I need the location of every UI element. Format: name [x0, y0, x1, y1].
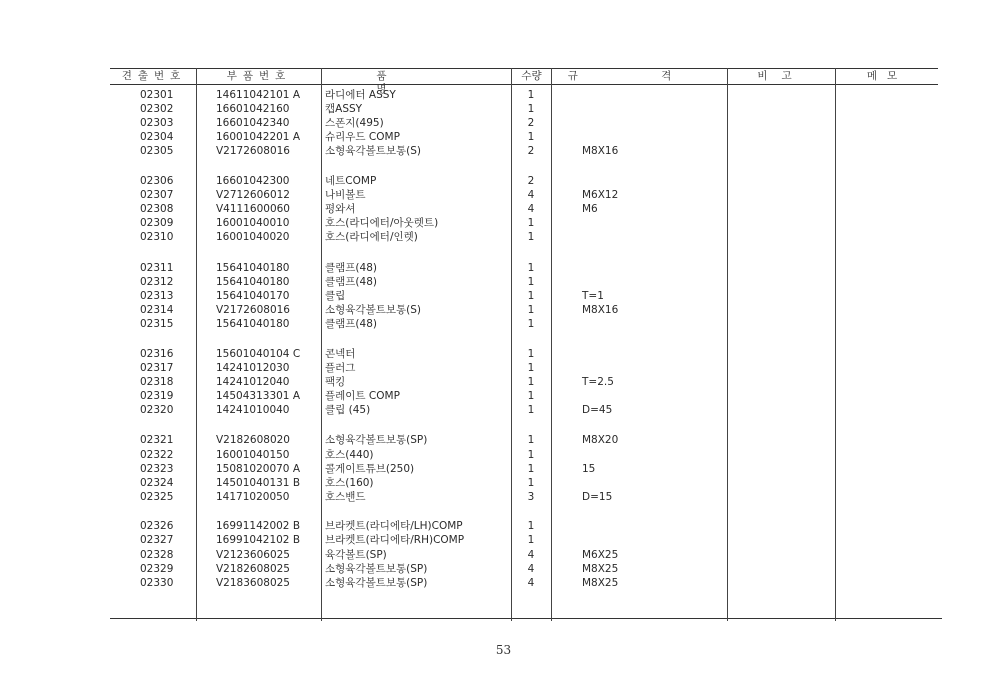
quantity-cell: 1 — [527, 534, 535, 546]
part-number-cell: 14504313301 A — [216, 390, 301, 402]
quantity-cell: 4 — [527, 577, 535, 589]
part-name-cell: 나비볼트 — [325, 189, 366, 201]
part-number-cell: 14241012040 — [216, 376, 290, 388]
part-number-cell: V4111600060 — [216, 203, 290, 215]
table-row — [0, 216, 1007, 230]
part-number-cell: 15641040170 — [216, 290, 290, 302]
quantity-cell: 1 — [527, 477, 535, 489]
quantity-cell: 1 — [527, 304, 535, 316]
specification-cell: M6 — [582, 203, 598, 215]
part-name-cell: 플레이트 COMP — [325, 390, 400, 402]
part-number-cell: 16601042300 — [216, 175, 290, 187]
part-name-cell: 호스(440) — [325, 449, 374, 461]
quantity-cell: 4 — [527, 189, 535, 201]
index-number-cell: 02320 — [140, 404, 174, 416]
part-name-cell: 네트COMP — [325, 175, 377, 187]
table-top-rule — [110, 68, 938, 69]
part-number-cell: V2712606012 — [216, 189, 290, 201]
part-name-cell: 소형육각볼트보통(SP) — [325, 434, 428, 446]
quantity-cell: 1 — [527, 290, 535, 302]
table-row — [0, 174, 1007, 188]
part-name-cell: 클립 — [325, 290, 346, 302]
index-number-cell: 02307 — [140, 189, 174, 201]
part-name-cell: 호스(라디에터/인렛) — [325, 231, 418, 243]
part-name-cell: 소형육각볼트보통(SP) — [325, 577, 428, 589]
part-number-cell: 16601042340 — [216, 117, 290, 129]
header-bottom-rule — [110, 84, 938, 85]
quantity-cell: 1 — [527, 463, 535, 475]
index-number-cell: 02309 — [140, 217, 174, 229]
table-row — [0, 130, 1007, 144]
index-number-cell: 02315 — [140, 318, 174, 330]
part-name-cell: 브라켓트(라디에타/RH)COMP — [325, 534, 465, 546]
table-row — [0, 347, 1007, 361]
index-number-cell: 02327 — [140, 534, 174, 546]
table-row — [0, 375, 1007, 389]
quantity-cell: 1 — [527, 404, 535, 416]
table-row — [0, 533, 1007, 547]
part-number-cell: 16601042160 — [216, 103, 290, 115]
index-number-cell: 02322 — [140, 449, 174, 461]
part-number-cell: 16001042201 A — [216, 131, 301, 143]
table-row — [0, 476, 1007, 490]
header-remarks: 비고 — [757, 70, 806, 82]
page-number: 53 — [495, 643, 512, 657]
part-number-cell: V2172608016 — [216, 145, 290, 157]
index-number-cell: 02325 — [140, 491, 174, 503]
table-row — [0, 230, 1007, 244]
part-name-cell: 브라켓트(라디에타/LH)COMP — [325, 520, 463, 532]
quantity-cell: 1 — [527, 376, 535, 388]
table-row — [0, 462, 1007, 476]
part-number-cell: 14241012030 — [216, 362, 290, 374]
table-row — [0, 188, 1007, 202]
quantity-cell: 1 — [527, 390, 535, 402]
index-number-cell: 02301 — [140, 89, 174, 101]
table-row — [0, 548, 1007, 562]
part-name-cell: 소형육각볼트보통(SP) — [325, 563, 428, 575]
part-number-cell: 15641040180 — [216, 262, 290, 274]
quantity-cell: 1 — [527, 217, 535, 229]
part-name-cell: 클램프(48) — [325, 262, 377, 274]
table-row — [0, 361, 1007, 375]
part-name-cell: 육각볼트(SP) — [325, 549, 387, 561]
table-row — [0, 448, 1007, 462]
part-number-cell: 14501040131 B — [216, 477, 301, 489]
part-number-cell: 14241010040 — [216, 404, 290, 416]
specification-cell: M8X16 — [582, 145, 619, 157]
specification-cell: M6X12 — [582, 189, 619, 201]
part-number-cell: V2182608020 — [216, 434, 290, 446]
table-row — [0, 433, 1007, 447]
part-name-cell: 호스(라디에터/아웃렛트) — [325, 217, 439, 229]
header-index-number: 견출번호 — [121, 70, 187, 82]
index-number-cell: 02306 — [140, 175, 174, 187]
quantity-cell: 2 — [527, 117, 535, 129]
part-name-cell: 평와셔 — [325, 203, 356, 215]
specification-cell: M6X25 — [582, 549, 619, 561]
quantity-cell: 1 — [527, 231, 535, 243]
quantity-cell: 1 — [527, 362, 535, 374]
index-number-cell: 02316 — [140, 348, 174, 360]
table-row — [0, 116, 1007, 130]
header-quantity: 수량 — [521, 70, 542, 82]
index-number-cell: 02302 — [140, 103, 174, 115]
part-name-cell: 팩킹 — [325, 376, 346, 388]
quantity-cell: 1 — [527, 276, 535, 288]
index-number-cell: 02312 — [140, 276, 174, 288]
quantity-cell: 4 — [527, 549, 535, 561]
specification-cell: T=1 — [582, 290, 604, 302]
table-row — [0, 102, 1007, 116]
quantity-cell: 3 — [527, 491, 535, 503]
quantity-cell: 1 — [527, 89, 535, 101]
part-number-cell: 16001040150 — [216, 449, 290, 461]
quantity-cell: 1 — [527, 318, 535, 330]
part-number-cell: V2123606025 — [216, 549, 290, 561]
index-number-cell: 02317 — [140, 362, 174, 374]
part-number-cell: 16991042102 B — [216, 534, 301, 546]
part-number-cell: 14611042101 A — [216, 89, 301, 101]
table-row — [0, 562, 1007, 576]
part-name-cell: 소형육각볼트보통(S) — [325, 304, 422, 316]
index-number-cell: 02314 — [140, 304, 174, 316]
header-specification: 규 격 — [567, 70, 712, 82]
specification-cell: M8X25 — [582, 577, 619, 589]
quantity-cell: 1 — [527, 348, 535, 360]
part-number-cell: 15601040104 C — [216, 348, 301, 360]
quantity-cell: 1 — [527, 520, 535, 532]
index-number-cell: 02321 — [140, 434, 174, 446]
index-number-cell: 02323 — [140, 463, 174, 475]
quantity-cell: 1 — [527, 262, 535, 274]
table-row — [0, 88, 1007, 102]
table-row — [0, 275, 1007, 289]
part-name-cell: 라디에터 ASSY — [325, 89, 396, 101]
specification-cell: M8X16 — [582, 304, 619, 316]
part-number-cell: 15641040180 — [216, 318, 290, 330]
index-number-cell: 02311 — [140, 262, 174, 274]
index-number-cell: 02310 — [140, 231, 174, 243]
table-row — [0, 144, 1007, 158]
part-number-cell: V2172608016 — [216, 304, 290, 316]
part-name-cell: 슈리우드 COMP — [325, 131, 400, 143]
table-row — [0, 261, 1007, 275]
specification-cell: M8X20 — [582, 434, 619, 446]
header-part-number: 부품번호 — [226, 70, 292, 82]
table-row — [0, 289, 1007, 303]
header-memo: 메모 — [866, 70, 908, 82]
specification-cell: 15 — [582, 463, 596, 475]
header-part-name: 품 명 — [376, 70, 457, 95]
index-number-cell: 02326 — [140, 520, 174, 532]
part-number-cell: 15081020070 A — [216, 463, 301, 475]
part-name-cell: 클램프(48) — [325, 318, 377, 330]
part-name-cell: 클립 (45) — [325, 404, 371, 416]
part-name-cell: 플러그 — [325, 362, 356, 374]
table-row — [0, 317, 1007, 331]
index-number-cell: 02313 — [140, 290, 174, 302]
part-number-cell: V2183608025 — [216, 577, 290, 589]
quantity-cell: 4 — [527, 563, 535, 575]
quantity-cell: 2 — [527, 175, 535, 187]
index-number-cell: 02329 — [140, 563, 174, 575]
part-number-cell: 15641040180 — [216, 276, 290, 288]
specification-cell: T=2.5 — [582, 376, 614, 388]
part-number-cell: 16001040010 — [216, 217, 290, 229]
part-name-cell: 클램프(48) — [325, 276, 377, 288]
part-name-cell: 소형육각볼트보통(S) — [325, 145, 422, 157]
part-name-cell: 캡ASSY — [325, 103, 363, 115]
index-number-cell: 02318 — [140, 376, 174, 388]
quantity-cell: 2 — [527, 145, 535, 157]
part-name-cell: 콜게이트튜브(250) — [325, 463, 415, 475]
table-row — [0, 576, 1007, 590]
part-number-cell: V2182608025 — [216, 563, 290, 575]
part-number-cell: 14171020050 — [216, 491, 290, 503]
quantity-cell: 1 — [527, 103, 535, 115]
table-row — [0, 490, 1007, 504]
index-number-cell: 02319 — [140, 390, 174, 402]
part-number-cell: 16991142002 B — [216, 520, 301, 532]
quantity-cell: 1 — [527, 434, 535, 446]
part-number-cell: 16001040020 — [216, 231, 290, 243]
quantity-cell: 1 — [527, 131, 535, 143]
index-number-cell: 02328 — [140, 549, 174, 561]
index-number-cell: 02304 — [140, 131, 174, 143]
part-name-cell: 스폰지(495) — [325, 117, 384, 129]
table-row — [0, 403, 1007, 417]
index-number-cell: 02330 — [140, 577, 174, 589]
table-row — [0, 519, 1007, 533]
specification-cell: D=45 — [582, 404, 613, 416]
table-bottom-rule — [110, 618, 942, 619]
part-name-cell: 호스(160) — [325, 477, 374, 489]
specification-cell: M8X25 — [582, 563, 619, 575]
table-row — [0, 389, 1007, 403]
quantity-cell: 1 — [527, 449, 535, 461]
table-row — [0, 303, 1007, 317]
index-number-cell: 02303 — [140, 117, 174, 129]
table-row — [0, 202, 1007, 216]
specification-cell: D=15 — [582, 491, 613, 503]
part-name-cell: 호스밴드 — [325, 491, 366, 503]
index-number-cell: 02308 — [140, 203, 174, 215]
part-name-cell: 콘넥터 — [325, 348, 356, 360]
quantity-cell: 4 — [527, 203, 535, 215]
index-number-cell: 02324 — [140, 477, 174, 489]
index-number-cell: 02305 — [140, 145, 174, 157]
